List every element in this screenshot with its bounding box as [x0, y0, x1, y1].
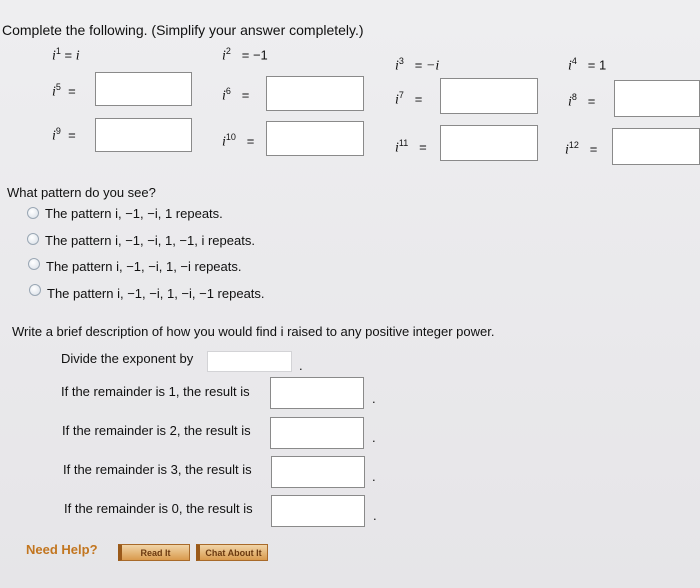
remainder-0-label: If the remainder is 0, the result is: [64, 501, 253, 516]
remainder-3-period: .: [372, 469, 376, 484]
label-i8: $i^8$ =: [568, 92, 596, 110]
answer-i6-input[interactable]: [266, 76, 364, 111]
answer-i5-input[interactable]: [95, 72, 192, 106]
answer-i11-input[interactable]: [440, 125, 538, 161]
answer-i7-input[interactable]: [440, 78, 538, 114]
divisor-input[interactable]: [207, 351, 292, 372]
answer-i9-input[interactable]: [95, 118, 192, 152]
pattern-option-3-radio[interactable]: [28, 258, 40, 270]
remainder-1-period: .: [372, 391, 376, 406]
instructions-title: Complete the following. (Simplify your answer completely.): [2, 22, 364, 38]
given-i2: $i^2$ = −1: [222, 46, 268, 64]
pattern-option-4-radio[interactable]: [29, 284, 41, 296]
pattern-option-4-label[interactable]: The pattern i, −1, −i, 1, −i, −1 repeats.: [47, 286, 265, 301]
remainder-2-input[interactable]: [270, 417, 364, 449]
label-i5: $i^5$ =: [52, 82, 76, 100]
read-it-button[interactable]: Read It: [118, 544, 190, 561]
pattern-option-2-radio[interactable]: [27, 233, 39, 245]
answer-i12-input[interactable]: [612, 128, 700, 165]
label-i10: $i^{10}$ =: [222, 132, 255, 150]
pattern-option-1-label[interactable]: The pattern i, −1, −i, 1 repeats.: [45, 206, 223, 221]
pattern-option-2-label[interactable]: The pattern i, −1, −i, 1, −1, i repeats.: [45, 233, 255, 248]
remainder-0-period: .: [373, 508, 377, 523]
label-i6: $i^6$ =: [222, 86, 250, 104]
answer-i10-input[interactable]: [266, 121, 364, 156]
answer-i8-input[interactable]: [614, 80, 700, 117]
remainder-1-input[interactable]: [270, 377, 364, 409]
remainder-0-input[interactable]: [271, 495, 365, 527]
need-help-label: Need Help?: [26, 542, 98, 557]
remainder-3-input[interactable]: [271, 456, 365, 488]
describe-prompt: Write a brief description of how you would find i raised to any positive integer power.: [12, 324, 495, 339]
label-i11: $i^{11}$ =: [395, 138, 427, 156]
divide-label: Divide the exponent by: [61, 351, 194, 366]
given-i4: $i^4$ = 1: [568, 56, 607, 74]
remainder-2-label: If the remainder is 2, the result is: [62, 423, 251, 438]
pattern-option-3-label[interactable]: The pattern i, −1, −i, 1, −i repeats.: [46, 259, 242, 274]
given-i1: $i^1 = i$: [52, 46, 80, 64]
chat-about-it-button[interactable]: Chat About It: [196, 544, 268, 561]
label-i7: $i^7$ =: [395, 90, 423, 108]
remainder-2-period: .: [372, 430, 376, 445]
given-i3: $i^3$ = −i: [395, 56, 440, 74]
remainder-3-label: If the remainder is 3, the result is: [63, 462, 252, 477]
divide-period: .: [299, 358, 303, 373]
label-i12: $i^{12}$ =: [565, 140, 598, 158]
label-i9: $i^9$ =: [52, 126, 76, 144]
remainder-1-label: If the remainder is 1, the result is: [61, 384, 250, 399]
pattern-option-1-radio[interactable]: [27, 207, 39, 219]
pattern-question: What pattern do you see?: [7, 185, 156, 200]
